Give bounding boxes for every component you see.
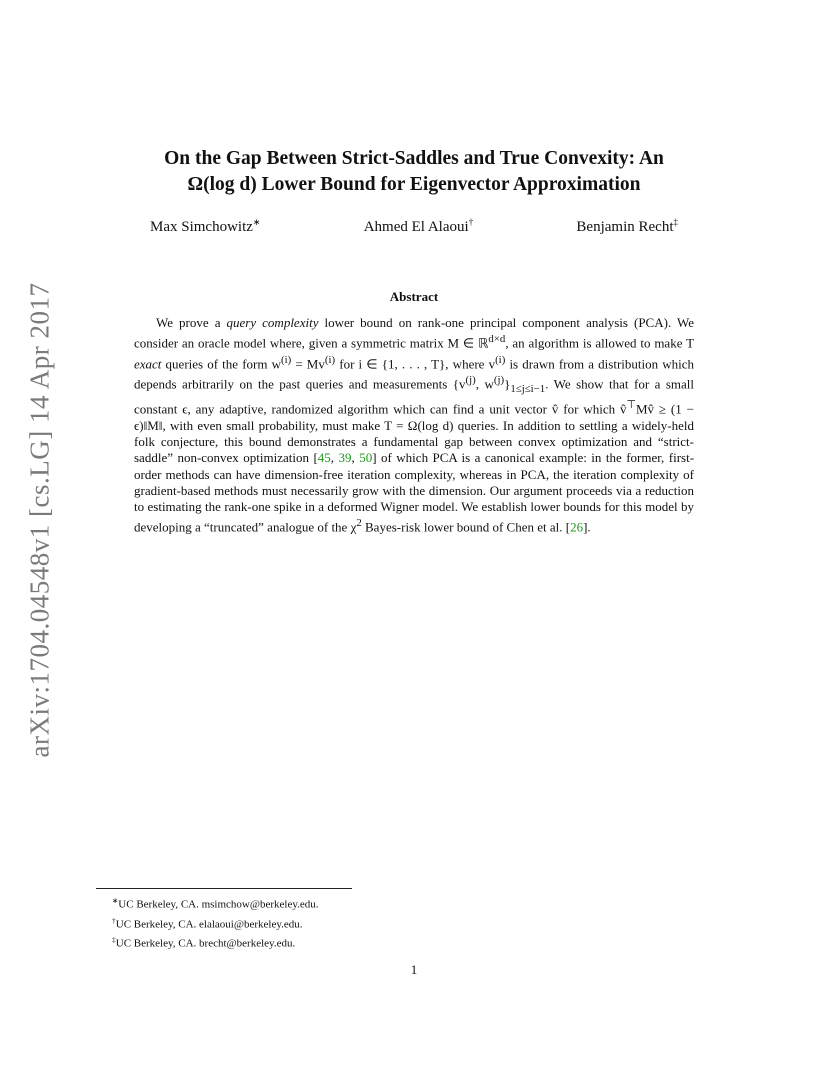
footnotes xyxy=(112,893,319,952)
author-1 xyxy=(150,217,260,236)
citation-link[interactable]: 50 xyxy=(359,450,373,466)
footnote: ∗UC Berkeley, CA. msimchow@berkeley.edu. xyxy=(112,896,319,911)
author-mark: † xyxy=(468,217,474,227)
citation-link[interactable]: 26 xyxy=(570,519,584,535)
citation-link[interactable]: 45 xyxy=(317,450,331,466)
author-mark: ‡ xyxy=(673,217,678,227)
author-mark: ∗ xyxy=(252,217,261,227)
author-2 xyxy=(364,217,474,236)
author-list xyxy=(150,217,678,236)
paper-title xyxy=(110,146,718,198)
footnote-rule xyxy=(96,888,352,889)
arxiv-identifier: arXiv:1704.04548v1 [cs.LG] 14 Apr 2017 xyxy=(24,282,55,758)
abstract-body: We prove a query complexity lower bound on rank-one principal component analysis (PCA). We consider an oracle model where, given a symmetric matrix M ∈ ℝ$^{d\times d}$, an algorithm is allowed to make T exact queries of the form $w^{(i)} = Mv^{(i)}$ for i ∈ {1, . . . , T}, where $v^{(i)}$ is drawn from a distribution which depends arbitrarily on the past queries and measurements {$v^{(j)}$, $w^{(j)}\}_{1\le j\le i-1}$. We show that for a small constant ϵ, any adaptive, randomized algorithm which can find a unit vector v̂ for which v̂⊤Mv̂ ≥ (1 − ϵ)‖M‖, with even small probability, must make T = Ω(log d) queries. In addition to settling a widely-held folk conjecture, this bound demonstrates a fundamental gap between convex optimization and “strict-saddle” non-convex optimization [45, 39, 50] of which PCA is a canonical example: in the former, first-order methods can have dimension-free iteration complexity, whereas in PCA, the iteration complexity of gradient-based methods must necessarily grow with the dimension. Our argument proceeds via a reduction to estimating the rank-one spike in a deformed Wigner model. We establish lower bounds for this model by developing a “truncated” analogue of the $\chi^2$ Bayes-risk lower bound of Chen et al. [26]. xyxy=(134,315,695,535)
author-name: Ahmed El Alaoui xyxy=(363,219,469,235)
author-name: Max Simchowitz xyxy=(150,219,253,235)
author-3 xyxy=(576,217,678,236)
title-line-1: On the Gap Between Strict-Saddles and True Convexity: An xyxy=(164,148,664,169)
abstract-heading: Abstract xyxy=(389,289,439,304)
citation-link[interactable]: 39 xyxy=(338,450,352,466)
footnote: †UC Berkeley, CA. elalaoui@berkeley.edu. xyxy=(112,915,303,931)
footnote: ‡UC Berkeley, CA. brecht@berkeley.edu. xyxy=(112,935,296,950)
page-number: 1 xyxy=(410,962,418,977)
emphasis: exact xyxy=(134,356,162,372)
emphasis: query complexity xyxy=(226,315,319,330)
title-line-2: Ω(log d) Lower Bound for Eigenvector Approximation xyxy=(187,174,641,195)
author-name: Benjamin Recht xyxy=(576,219,674,235)
